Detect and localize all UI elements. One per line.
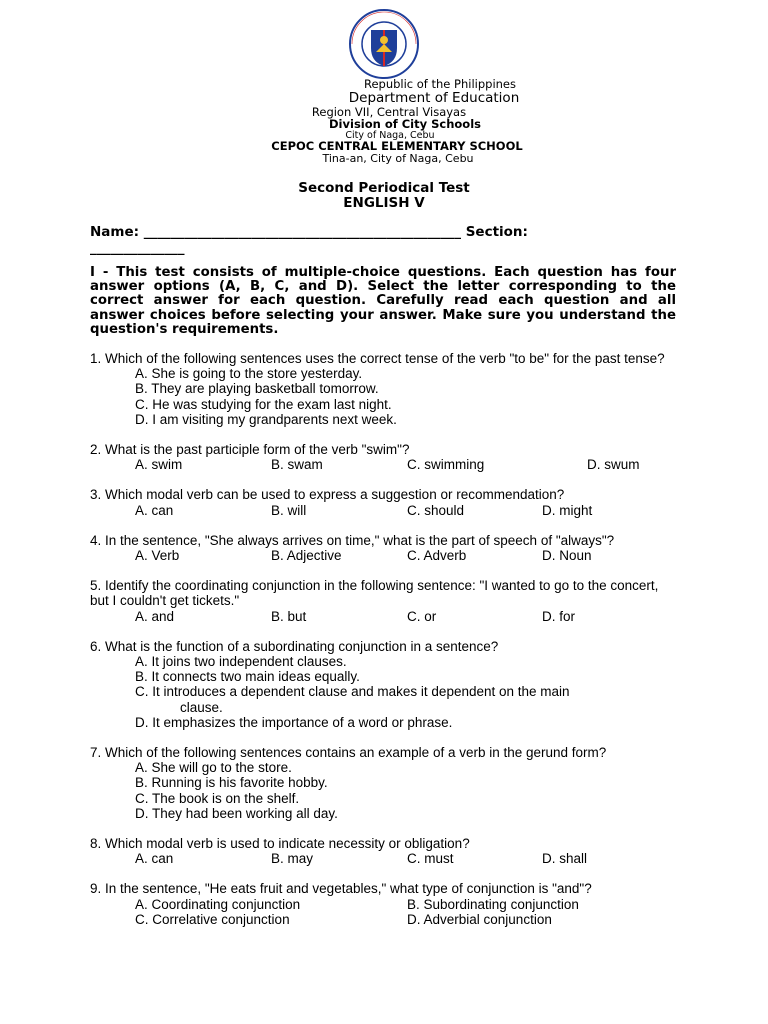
option-row	[90, 548, 690, 563]
option-a: A. Coordinating conjunction	[135, 896, 301, 912]
question-stem: 2. What is the past participle form of the verb "swim"?	[90, 442, 410, 458]
name-section-line	[90, 224, 680, 256]
option-c-continuation: clause.	[180, 699, 223, 715]
question-9	[90, 881, 690, 927]
question-4	[90, 533, 690, 563]
question-5	[90, 578, 690, 624]
option-d: D. It emphasizes the importance of a word or phrase.	[135, 714, 453, 730]
option-c: C. Adverb	[407, 548, 467, 563]
question-list	[90, 351, 690, 942]
option-row	[90, 897, 690, 912]
question-6	[90, 639, 690, 730]
instructions: I - This test consists of multiple-choice questions. Each question has four answer options (A, B, C, and D). Select the letter corresponding to the correct answer for each question. Carefully read each question and all answer choices before selecting your answer. Make sure you understand the question's requirements.	[90, 265, 676, 337]
header-location: Tina-an, City of Naga, Cebu	[322, 152, 474, 165]
option-a: A. Verb	[135, 548, 180, 563]
question-stem: 3. Which modal verb can be used to express a suggestion or recommendation?	[90, 487, 565, 503]
header-region: Region VII, Central Visayas	[311, 105, 467, 119]
header-division: Division of City Schools	[329, 117, 481, 131]
question-stem: 1. Which of the following sentences uses the correct tense of the verb "to be" for the past tense?	[90, 351, 665, 366]
header-city: City of Naga, Cebu	[345, 130, 435, 141]
option-d: D. shall	[542, 851, 588, 867]
option-b: B. Running is his favorite hobby.	[135, 775, 328, 791]
option-d: D. might	[542, 502, 593, 518]
option-row	[90, 912, 690, 927]
option-a: A. She will go to the store.	[135, 760, 292, 776]
option-a: A. It joins two independent clauses.	[135, 653, 347, 669]
option-a: A. can	[135, 851, 174, 867]
question-3	[90, 487, 690, 517]
option-a: A. and	[135, 608, 175, 624]
option-d: D. I am visiting my grandparents next week.	[135, 411, 397, 427]
option-row	[90, 503, 690, 518]
option-row	[90, 457, 690, 472]
option-c: C. should	[407, 502, 465, 518]
option-a: A. swim	[135, 457, 183, 473]
option-c: C. or	[407, 608, 437, 624]
option-c: C. Correlative conjunction	[135, 911, 290, 927]
question-stem: 5. Identify the coordinating conjunction in the following sentence: "I wanted to go to the concert, but I couldn't get tickets."	[90, 578, 659, 609]
option-d: D. swum	[587, 457, 640, 473]
deped-seal	[340, 8, 428, 80]
option-row	[90, 609, 690, 624]
section-label: Section:	[465, 224, 528, 240]
option-b: B. They are playing basketball tomorrow.	[135, 381, 379, 397]
option-c: C. He was studying for the exam last night.	[135, 396, 392, 412]
section-blank[interactable]: ______________	[90, 240, 185, 256]
option-b: B. It connects two main ideas equally.	[135, 669, 360, 685]
option-row	[90, 851, 690, 866]
header-school: CEPOC CENTRAL ELEMENTARY SCHOOL	[271, 139, 523, 153]
option-b: B. swam	[271, 457, 323, 473]
option-a: A. She is going to the store yesterday.	[135, 366, 363, 382]
question-stem: 7. Which of the following sentences contains an example of a verb in the gerund form?	[90, 745, 607, 760]
option-a: A. can	[135, 502, 174, 518]
option-b: B. may	[271, 851, 314, 867]
option-c: C. The book is on the shelf.	[135, 790, 300, 806]
header-department: Department of Education	[348, 90, 520, 106]
question-1	[90, 351, 690, 427]
question-stem: 6. What is the function of a subordinating conjunction in a sentence?	[90, 638, 499, 654]
question-stem: 4. In the sentence, "She always arrives on time," what is the part of speech of "always"?	[90, 532, 615, 548]
option-c: C. swimming	[407, 457, 485, 473]
question-stem: 8. Which modal verb is used to indicate necessity or obligation?	[90, 836, 470, 852]
option-c: C. must	[407, 851, 454, 867]
question-8	[90, 836, 690, 866]
option-d: D. for	[542, 608, 576, 624]
option-b: B. Adjective	[271, 548, 342, 563]
option-c: C. It introduces a dependent clause and makes it dependent on the main	[135, 684, 570, 700]
name-blank[interactable]: _______________________________________________	[143, 224, 461, 240]
test-title: Second Periodical Test	[298, 180, 470, 196]
option-b: B. Subordinating conjunction	[407, 896, 579, 912]
header-republic: Republic of the Philippines	[363, 77, 517, 91]
question-2	[90, 442, 690, 472]
question-stem: 9. In the sentence, "He eats fruit and vegetables," what type of conjunction is "and"?	[90, 881, 592, 897]
question-7	[90, 745, 690, 821]
option-d: D. They had been working all day.	[135, 805, 338, 821]
option-d: D. Adverbial conjunction	[407, 911, 552, 927]
option-b: B. but	[271, 608, 307, 624]
option-d: D. Noun	[542, 548, 592, 563]
option-b: B. will	[271, 502, 307, 518]
name-label: Name:	[90, 224, 140, 240]
test-subject: ENGLISH V	[343, 195, 425, 211]
